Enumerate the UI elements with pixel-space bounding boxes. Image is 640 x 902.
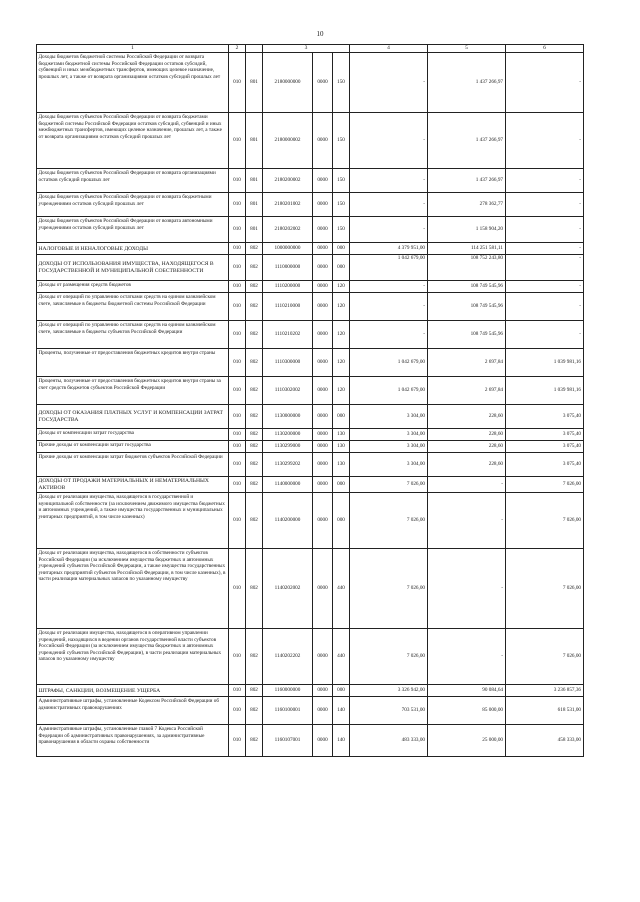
row-code-kosgu: 120 — [333, 349, 350, 377]
table-row — [37, 217, 584, 243]
row-code-admin: 802 — [246, 349, 263, 377]
row-name: ДОХОДЫ ОТ ИСПОЛЬЗОВАНИЯ ИМУЩЕСТВА, НАХОДЯЩЕГОСЯ В ГОСУДАРСТВЕННОЙ И МУНИЦИПАЛЬНОЙ СОБСТВЕННОСТИ — [37, 255, 229, 281]
row-code-kbk: 1140202002 — [263, 549, 313, 629]
row-name: Доходы от размещения средств бюджетов — [37, 281, 229, 293]
row-code-subtype: 0000 — [313, 293, 333, 321]
row-code-admin: 802 — [246, 321, 263, 349]
row-code-kbk: 1110200000 — [263, 281, 313, 293]
row-value-plan: - — [350, 169, 428, 193]
row-value-plan: 3 304,00 — [350, 453, 428, 477]
row-code-admin: 802 — [246, 441, 263, 453]
table-row — [37, 629, 584, 685]
row-code-subtype: 0000 — [313, 53, 333, 113]
row-code-chapter: 010 — [229, 293, 246, 321]
row-code-subtype: 0000 — [313, 321, 333, 349]
row-value-executed: 1 437 266,97 — [428, 169, 506, 193]
col-header-code: 2 — [229, 45, 246, 53]
row-code-subtype: 0000 — [313, 217, 333, 243]
row-value-not-executed: 1 039 981,16 — [506, 377, 584, 405]
row-value-not-executed: 458 333,00 — [506, 725, 584, 757]
row-code-kbk: 1160000000 — [263, 685, 313, 697]
row-code-admin: 802 — [246, 429, 263, 441]
row-value-plan: 4 379 951,00 — [350, 243, 428, 255]
row-code-admin: 802 — [246, 453, 263, 477]
row-code-kbk: 1140000000 — [263, 477, 313, 493]
row-value-not-executed: 3 236 857,36 — [506, 685, 584, 697]
row-name: ШТРАФЫ, САНКЦИИ, ВОЗМЕЩЕНИЕ УЩЕРБА — [37, 685, 229, 697]
table-row — [37, 405, 584, 429]
col-header-name: 1 — [37, 45, 229, 53]
row-code-kosgu: 440 — [333, 549, 350, 629]
row-name: ДОХОДЫ ОТ ПРОДАЖИ МАТЕРИАЛЬНЫХ И НЕМАТЕРИАЛЬНЫХ АКТИВОВ — [37, 477, 229, 493]
row-code-subtype: 0000 — [313, 453, 333, 477]
row-name: НАЛОГОВЫЕ И НЕНАЛОГОВЫЕ ДОХОДЫ — [37, 243, 229, 255]
table-row — [37, 193, 584, 217]
row-code-kosgu: 150 — [333, 193, 350, 217]
row-value-executed: - — [428, 629, 506, 685]
row-code-kbk: 1110000000 — [263, 255, 313, 281]
row-code-admin: 802 — [246, 629, 263, 685]
row-code-kosgu: 130 — [333, 441, 350, 453]
row-value-not-executed: - — [506, 321, 584, 349]
row-code-admin: 802 — [246, 697, 263, 725]
row-code-chapter: 010 — [229, 243, 246, 255]
row-value-not-executed: - — [506, 113, 584, 169]
row-code-chapter: 010 — [229, 441, 246, 453]
row-value-plan: 7 026,00 — [350, 477, 428, 493]
row-value-executed: 90 084,64 — [428, 685, 506, 697]
row-value-plan: - — [350, 53, 428, 113]
row-code-subtype: 0000 — [313, 493, 333, 549]
row-code-kbk: 1110210000 — [263, 293, 313, 321]
row-code-kosgu: 000 — [333, 477, 350, 493]
row-code-kosgu: 120 — [333, 293, 350, 321]
row-value-executed: - — [428, 477, 506, 493]
row-name: Прочие доходы от компенсации затрат бюджетов субъектов Российской Федерации — [37, 453, 229, 477]
row-code-admin: 801 — [246, 53, 263, 113]
row-name: Доходы бюджетов субъектов Российской Федерации от возврата организациями остатков субсидий прошлых лет — [37, 169, 229, 193]
row-value-executed: 228,60 — [428, 429, 506, 441]
row-code-chapter: 010 — [229, 697, 246, 725]
row-code-chapter: 010 — [229, 113, 246, 169]
row-value-not-executed: 3 075,40 — [506, 441, 584, 453]
row-code-subtype: 0000 — [313, 629, 333, 685]
row-code-chapter: 010 — [229, 217, 246, 243]
row-value-executed: 25 000,00 — [428, 725, 506, 757]
row-value-plan: 1 042 679,00 — [350, 349, 428, 377]
row-code-kbk: 2180000000 — [263, 53, 313, 113]
row-code-kbk: 2180000002 — [263, 113, 313, 169]
row-value-plan: 3 326 942,00 — [350, 685, 428, 697]
row-code-subtype: 0000 — [313, 255, 333, 281]
row-value-executed: 228,60 — [428, 441, 506, 453]
row-code-admin: 801 — [246, 169, 263, 193]
row-code-kosgu: 120 — [333, 321, 350, 349]
row-code-chapter: 010 — [229, 429, 246, 441]
row-code-kosgu: 150 — [333, 113, 350, 169]
row-code-kosgu: 130 — [333, 453, 350, 477]
row-code-kosgu: 150 — [333, 169, 350, 193]
row-code-subtype: 0000 — [313, 441, 333, 453]
row-value-executed: 278 362,77 — [428, 193, 506, 217]
row-value-plan: 703 531,00 — [350, 697, 428, 725]
col-header-plan: 4 — [350, 45, 428, 53]
row-code-kbk: 1110300000 — [263, 349, 313, 377]
col-header-not-executed: 6 — [506, 45, 584, 53]
row-code-kosgu: 000 — [333, 493, 350, 549]
row-value-not-executed: 7 026,00 — [506, 629, 584, 685]
row-code-subtype: 0000 — [313, 169, 333, 193]
row-value-executed: - — [428, 549, 506, 629]
row-value-executed: 2 697,84 — [428, 377, 506, 405]
row-value-plan: 1 042 679,00 — [350, 377, 428, 405]
table-row — [37, 281, 584, 293]
row-name: Доходы бюджетов бюджетной системы Российской Федерации от возврата бюджетами бюджетной системы Российской Федерации остатков субсидий, субвенций и иных межбюджетных трансфертов, имеющих целевое назначение, прошлых лет, а также от возврата организациями остатков субсидий прошлых лет — [37, 53, 229, 113]
row-code-kosgu: 440 — [333, 629, 350, 685]
row-name: Доходы бюджетов субъектов Российской Федерации от возврата автономными учреждениями остатков субсидий прошлых лет — [37, 217, 229, 243]
row-code-kbk: 1130200000 — [263, 429, 313, 441]
row-value-plan: - — [350, 321, 428, 349]
table-header-row — [37, 45, 584, 53]
row-value-plan: - — [350, 113, 428, 169]
row-name: Доходы от реализации имущества, находящегося в государственной и муниципальной собственности (за исключением движимого имущества бюджетных и автономных учреждений, а также имущества государственных и муниципальных унитарных предприятий, в том числе казенных) — [37, 493, 229, 549]
row-name: Проценты, полученные от предоставления бюджетных кредитов внутри страны за счет средств бюджетов субъектов Российской Федерации — [37, 377, 229, 405]
table-row — [37, 255, 584, 281]
row-name: Доходы от реализации имущества, находящегося в оперативном управлении учреждений, находящихся в ведении органов государственной власти субъектов Российской Федерации (за исключением имущества бюджетных и автономных учреждений субъектов Российской Федерации), в части реализации материальных запасов по указанному имуществу — [37, 629, 229, 685]
row-code-subtype: 0000 — [313, 685, 333, 697]
row-code-subtype: 0000 — [313, 697, 333, 725]
row-code-chapter: 010 — [229, 405, 246, 429]
col-header-kbk: 3 — [263, 45, 350, 53]
row-value-not-executed: - — [506, 293, 584, 321]
row-code-kbk: 1130299000 — [263, 441, 313, 453]
table-row — [37, 549, 584, 629]
row-value-not-executed: 3 075,40 — [506, 405, 584, 429]
table-row — [37, 243, 584, 255]
row-value-not-executed: - — [506, 243, 584, 255]
row-code-kbk: 1110302002 — [263, 377, 313, 405]
row-code-kosgu: 150 — [333, 53, 350, 113]
col-header-gap — [246, 45, 263, 53]
row-code-kbk: 1140200000 — [263, 493, 313, 549]
row-value-executed: 85 000,00 — [428, 697, 506, 725]
row-name: Доходы от реализации имущества, находящегося в собственности субъектов Российской Федерации (за исключением имущества бюджетных и автономных учреждений субъектов Российской Федерации, а также имущества государственных унитарных предприятий субъектов Российской Федерации, в том числе казенных), в части реализации материальных запасов по указанному имуществу — [37, 549, 229, 629]
row-code-admin: 802 — [246, 255, 263, 281]
row-name: Административные штрафы, установленные главой 7 Кодекса Российской Федерации об административных правонарушениях, за административные правонарушения в области охраны собственности — [37, 725, 229, 757]
row-value-executed: 1 437 266,97 — [428, 53, 506, 113]
row-value-executed: 1 437 266,97 — [428, 113, 506, 169]
row-code-chapter: 010 — [229, 493, 246, 549]
row-name: Доходы от операций по управлению остатками средств на едином казначейском счете, зачисляемые в бюджеты субъектов Российской Федерации — [37, 321, 229, 349]
table-row — [37, 169, 584, 193]
row-value-executed: 108 749 545,96 — [428, 293, 506, 321]
row-code-kosgu: 130 — [333, 429, 350, 441]
row-code-chapter: 010 — [229, 281, 246, 293]
row-code-kbk: 1130299202 — [263, 453, 313, 477]
row-value-plan: - — [350, 193, 428, 217]
row-code-kbk: 1160107001 — [263, 725, 313, 757]
row-code-kbk: 1000000000 — [263, 243, 313, 255]
row-code-admin: 802 — [246, 725, 263, 757]
row-name: ДОХОДЫ ОТ ОКАЗАНИЯ ПЛАТНЫХ УСЛУГ И КОМПЕНСАЦИИ ЗАТРАТ ГОСУДАРСТВА — [37, 405, 229, 429]
table-row — [37, 697, 584, 725]
row-code-kosgu: 000 — [333, 405, 350, 429]
row-value-plan: 483 333,00 — [350, 725, 428, 757]
row-code-chapter: 010 — [229, 725, 246, 757]
row-value-executed: - — [428, 493, 506, 549]
table-row — [37, 113, 584, 169]
row-name: Административные штрафы, установленные Кодексом Российской Федерации об административных правонарушениях — [37, 697, 229, 725]
row-code-admin: 802 — [246, 243, 263, 255]
row-code-chapter: 010 — [229, 193, 246, 217]
row-name: Доходы от компенсации затрат государства — [37, 429, 229, 441]
row-code-chapter: 010 — [229, 349, 246, 377]
row-code-kbk: 1110210202 — [263, 321, 313, 349]
row-code-kosgu: 000 — [333, 243, 350, 255]
row-code-admin: 802 — [246, 493, 263, 549]
row-code-kbk: 2180200002 — [263, 169, 313, 193]
row-code-admin: 802 — [246, 405, 263, 429]
row-code-kbk: 1130000000 — [263, 405, 313, 429]
row-value-not-executed: 3 075,40 — [506, 453, 584, 477]
row-value-not-executed: 1 039 981,16 — [506, 349, 584, 377]
row-code-admin: 802 — [246, 293, 263, 321]
row-code-chapter: 010 — [229, 629, 246, 685]
row-code-kosgu: 150 — [333, 217, 350, 243]
row-value-executed: 228,60 — [428, 453, 506, 477]
row-code-chapter: 010 — [229, 377, 246, 405]
row-code-subtype: 0000 — [313, 281, 333, 293]
row-code-kosgu: 000 — [333, 255, 350, 281]
row-value-plan: 3 304,00 — [350, 405, 428, 429]
row-value-plan: 3 304,00 — [350, 429, 428, 441]
row-code-subtype: 0000 — [313, 429, 333, 441]
row-name: Прочие доходы от компенсации затрат государства — [37, 441, 229, 453]
row-value-not-executed: 7 026,00 — [506, 477, 584, 493]
row-code-subtype: 0000 — [313, 113, 333, 169]
row-code-admin: 801 — [246, 113, 263, 169]
row-code-admin: 802 — [246, 477, 263, 493]
budget-revenue-table — [36, 44, 584, 757]
row-code-kosgu: 000 — [333, 685, 350, 697]
table-row — [37, 493, 584, 549]
row-name: Доходы бюджетов субъектов Российской Федерации от возврата бюджетами бюджетной системы Российской Федерации остатков субсидий, субвенций и иных межбюджетных трансфертов, имеющих целевое назначение, прошлых лет, а также от возврата организациями остатков субсидий прошлых лет — [37, 113, 229, 169]
table-row — [37, 441, 584, 453]
row-value-not-executed: 7 026,00 — [506, 549, 584, 629]
table-row — [37, 293, 584, 321]
row-name: Доходы от операций по управлению остатками средств на едином казначейском счете, зачисляемые в бюджеты бюджетной системы Российской Федерации — [37, 293, 229, 321]
row-value-plan: 3 304,00 — [350, 441, 428, 453]
row-code-kbk: 1140202202 — [263, 629, 313, 685]
row-value-plan: 7 026,00 — [350, 493, 428, 549]
row-code-chapter: 010 — [229, 169, 246, 193]
row-code-chapter: 010 — [229, 453, 246, 477]
row-value-not-executed: - — [506, 255, 584, 281]
row-value-executed: 1 158 904,20 — [428, 217, 506, 243]
row-code-admin: 802 — [246, 549, 263, 629]
row-code-admin: 802 — [246, 377, 263, 405]
row-value-plan: - — [350, 293, 428, 321]
row-code-chapter: 010 — [229, 685, 246, 697]
row-code-admin: 802 — [246, 281, 263, 293]
row-value-plan: 7 026,00 — [350, 629, 428, 685]
row-value-executed: 114 251 581,11 — [428, 243, 506, 255]
row-value-not-executed: 3 075,40 — [506, 429, 584, 441]
row-code-subtype: 0000 — [313, 243, 333, 255]
table-row — [37, 477, 584, 493]
row-code-chapter: 010 — [229, 321, 246, 349]
row-code-kosgu: 120 — [333, 281, 350, 293]
table-row — [37, 53, 584, 113]
page-number: 10 — [316, 30, 324, 38]
row-value-not-executed: - — [506, 53, 584, 113]
row-code-admin: 801 — [246, 193, 263, 217]
table-row — [37, 321, 584, 349]
row-code-subtype: 0000 — [313, 725, 333, 757]
row-name: Доходы бюджетов субъектов Российской Федерации от возврата бюджетными учреждениями остатков субсидий прошлых лет — [37, 193, 229, 217]
row-value-executed: 228,60 — [428, 405, 506, 429]
row-code-subtype: 0000 — [313, 193, 333, 217]
col-header-executed: 5 — [428, 45, 506, 53]
row-value-plan: - — [350, 281, 428, 293]
row-code-kosgu: 120 — [333, 377, 350, 405]
row-value-executed: 2 697,84 — [428, 349, 506, 377]
row-code-kosgu: 140 — [333, 725, 350, 757]
row-code-subtype: 0000 — [313, 349, 333, 377]
row-value-not-executed: - — [506, 193, 584, 217]
row-value-not-executed: 618 531,00 — [506, 697, 584, 725]
table-row — [37, 377, 584, 405]
table-row — [37, 453, 584, 477]
row-code-admin: 801 — [246, 217, 263, 243]
row-code-subtype: 0000 — [313, 405, 333, 429]
row-value-executed: 108 749 545,96 — [428, 281, 506, 293]
row-value-not-executed: 7 026,00 — [506, 493, 584, 549]
row-code-subtype: 0000 — [313, 477, 333, 493]
row-code-subtype: 0000 — [313, 377, 333, 405]
row-code-chapter: 010 — [229, 477, 246, 493]
row-code-chapter: 010 — [229, 549, 246, 629]
row-code-subtype: 0000 — [313, 549, 333, 629]
row-value-not-executed: - — [506, 281, 584, 293]
row-code-kbk: 2180202002 — [263, 217, 313, 243]
row-value-not-executed: - — [506, 217, 584, 243]
row-value-plan: 1 042 679,00 — [350, 255, 428, 281]
row-code-kbk: 1160100001 — [263, 697, 313, 725]
row-value-plan: 7 026,00 — [350, 549, 428, 629]
row-name: Проценты, полученные от предоставления бюджетных кредитов внутри страны — [37, 349, 229, 377]
table-row — [37, 349, 584, 377]
row-value-executed: 108 752 243,80 — [428, 255, 506, 281]
table-row — [37, 429, 584, 441]
row-code-kbk: 2180201002 — [263, 193, 313, 217]
row-code-chapter: 010 — [229, 255, 246, 281]
row-code-kosgu: 140 — [333, 697, 350, 725]
row-code-chapter: 010 — [229, 53, 246, 113]
table-row — [37, 685, 584, 697]
row-code-admin: 802 — [246, 685, 263, 697]
row-value-executed: 108 749 545,96 — [428, 321, 506, 349]
row-value-not-executed: - — [506, 169, 584, 193]
row-value-plan: - — [350, 217, 428, 243]
table-row — [37, 725, 584, 757]
